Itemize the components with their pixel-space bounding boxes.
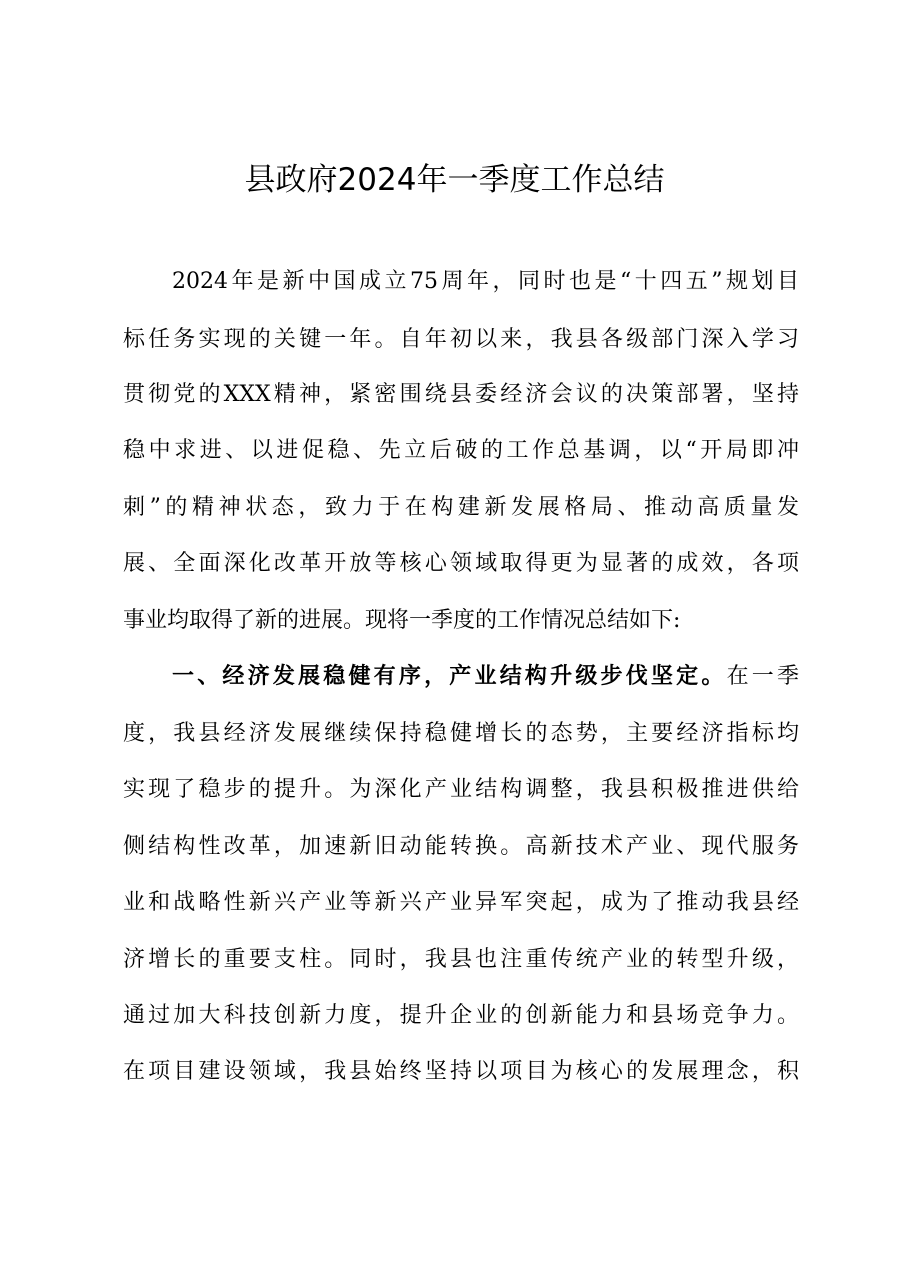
section-first-line-rest: 在一季 <box>726 664 799 689</box>
section-first-line <box>172 648 799 706</box>
section-line: 在项目建设领域，我县始终坚持以项目为核心的发展理念，积 <box>123 1059 799 1084</box>
intro-line: 刺”的精神状态，致力于在构建新发展格局、推动高质量发 <box>123 495 799 520</box>
section-line: 度，我县经济发展继续保持稳健增长的态势，主要经济指标均 <box>123 721 799 746</box>
intro-line: 2024年是新中国成立75周年，同时也是“十四五”规划目 <box>172 269 799 294</box>
intro-line: 展、全面深化改革开放等核心领域取得更为显著的成效，各项 <box>123 551 799 576</box>
intro-line: 稳中求进、以进促稳、先立后破的工作总基调，以“开局即冲 <box>123 438 799 463</box>
intro-line: 标任务实现的关键一年。自年初以来，我县各级部门深入学习 <box>123 327 799 352</box>
section-line: 侧结构性改革，加速新旧动能转换。高新技术产业、现代服务 <box>123 834 799 859</box>
section-line: 济增长的重要支柱。同时，我县也注重传统产业的转型升级， <box>123 947 799 972</box>
section-line: 实现了稳步的提升。为深化产业结构调整，我县积极推进供给 <box>123 777 799 802</box>
intro-line: 事业均取得了新的进展。现将一季度的工作情况总结如下: <box>123 608 681 633</box>
section-line: 业和战略性新兴产业等新兴产业异军突起，成为了推动我县经 <box>123 890 799 915</box>
intro-line: 贯彻党的XXX精神，紧密围绕县委经济会议的决策部署，坚持 <box>123 382 799 407</box>
section-line: 通过加大科技创新力度，提升企业的创新能力和县场竞争力。 <box>123 1003 799 1028</box>
section-heading: 一、经济发展稳健有序，产业结构升级步伐坚定。 <box>172 664 727 689</box>
document-title: 县政府2024年一季度工作总结 <box>244 162 665 198</box>
